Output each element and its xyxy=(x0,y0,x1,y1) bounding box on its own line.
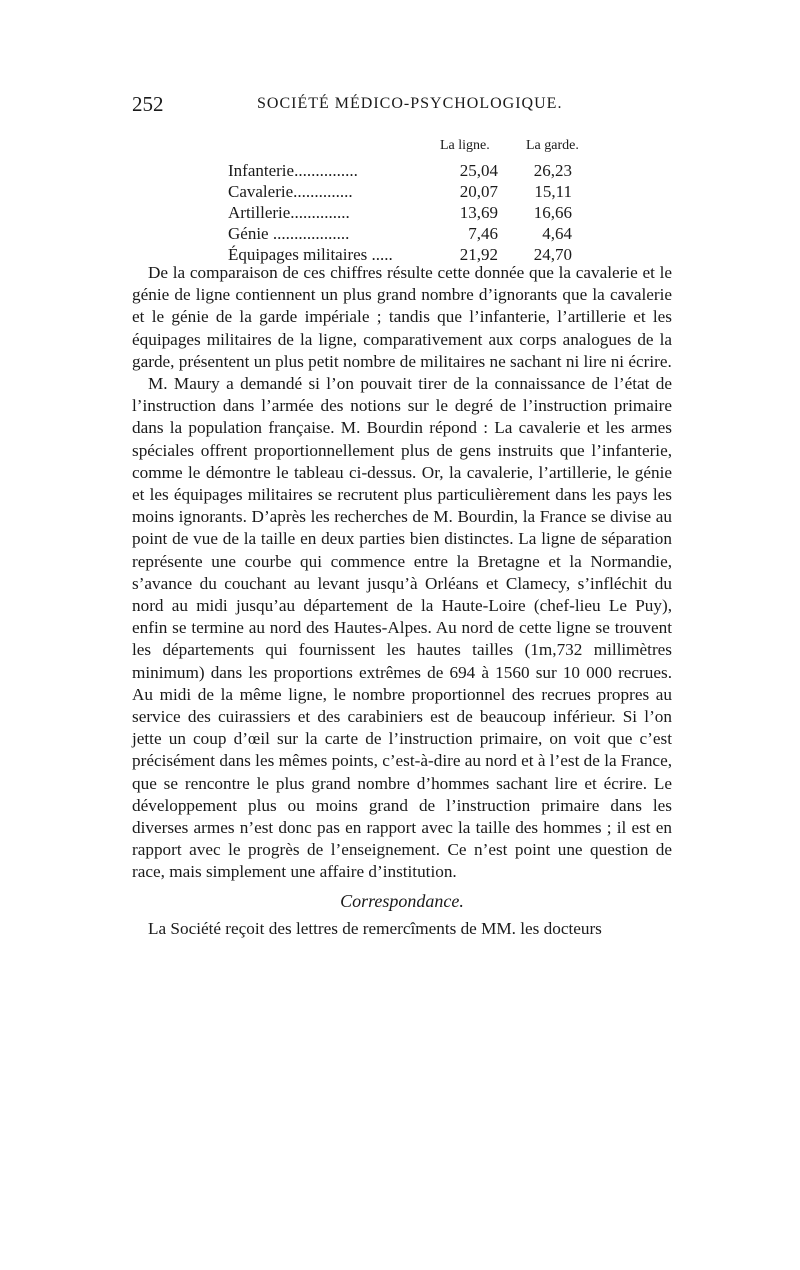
value-garde: 15,11 xyxy=(534,182,572,201)
statistics-table xyxy=(228,138,608,265)
row-label: Équipages militaires ..... xyxy=(228,245,393,264)
table-header xyxy=(228,138,608,160)
paragraph: La Société reçoit des lettres de remercîments de MM. les docteurs xyxy=(148,918,602,938)
value-garde: 4,64 xyxy=(542,224,572,243)
value-garde: 24,70 xyxy=(533,245,572,264)
value-ligne: 21,92 xyxy=(459,245,498,264)
col-header-garde: La garde. xyxy=(526,138,579,153)
row-label: Génie .................. xyxy=(228,224,350,243)
table-row xyxy=(228,160,608,181)
page-header xyxy=(132,92,672,122)
value-ligne: 20,07 xyxy=(459,182,498,201)
row-label: Infanterie............... xyxy=(228,161,358,180)
paragraph: M. Maury a demandé si l’on pouvait tirer de la connaissance de l’état de l’instruction dans l’armée des notions sur le degré de l’instruction primaire dans la population française. M. Bourdin répond : La cavalerie et les armes spéciales offrent proportionnellement plus de gens instruits que l’infanterie, comme le démontre le tableau ci-dessus. Or, la cavalerie, l’artillerie, le génie et les équipages militaires se recrutent plus particulièrement dans les pays les moins ignorants. D’après les recherches de M. Bourdin, la France se divise au point de vue de la taille en deux parties bien distinctes. La ligne de séparation représente une courbe qui commence entre la Bretagne et la Normandie, s’avance du couchant au levant jusqu’à Orléans et Clamecy, s’infléchit du nord au midi jusqu’au département de la Haute-Loire (chef-lieu Le Puy), enfin se termine au nord des Hautes-Alpes. Au nord de cette ligne se trouvent les départements qui fournissent les hautes tailles (1m,732 millimètres minimum) dans les proportions extrêmes de 694 à 1560 sur 10 000 recrues. Au midi de la même ligne, le nombre proportionnel des recrues propres au service des cuirassiers et des carabiniers est de beaucoup inférieur. Si l’on jette un coup d’œil sur la carte de l’instruction primaire, on voit que c’est précisément dans les mêmes points, c’est-à-dire au nord et à l’est de la France, que se rencontre le plus grand nombre d’hommes sachant lire et écrire. Le développement plus ou moins grand de l’instruction primaire dans les diverses armes n’est donc pas en rapport avec la taille des hommes ; il est en rapport avec le progrès de l’enseignement. Ce n’est point une question de race, mais simplement une affaire d’institution. xyxy=(132,374,672,882)
value-ligne: 7,46 xyxy=(468,224,498,243)
body-text xyxy=(132,262,672,940)
row-label: Artillerie.............. xyxy=(228,203,350,222)
paragraph: De la comparaison de ces chiffres résulte cette donnée que la cavalerie et le génie de ligne contiennent un plus grand nombre d’ignorants que la cavalerie et le génie de la garde impériale ; tandis que l’infanterie, l’artillerie et les équipages militaires de la ligne, comparativement aux corps analogues de la garde, présentent un plus petit nombre de militaires ne sachant ni lire ni écrire. xyxy=(132,263,672,371)
col-header-ligne: La ligne. xyxy=(440,138,490,153)
page-number: 252 xyxy=(132,92,164,116)
table-row xyxy=(228,202,608,223)
running-title: SOCIÉTÉ MÉDICO-PSYCHOLOGIQUE. xyxy=(257,95,563,112)
section-title: Correspondance. xyxy=(340,890,464,911)
value-ligne: 25,04 xyxy=(459,161,498,180)
table-row xyxy=(228,223,608,244)
row-label: Cavalerie.............. xyxy=(228,182,353,201)
value-garde: 16,66 xyxy=(533,203,572,222)
value-ligne: 13,69 xyxy=(459,203,498,222)
table-row xyxy=(228,181,608,202)
value-garde: 26,23 xyxy=(533,161,572,180)
